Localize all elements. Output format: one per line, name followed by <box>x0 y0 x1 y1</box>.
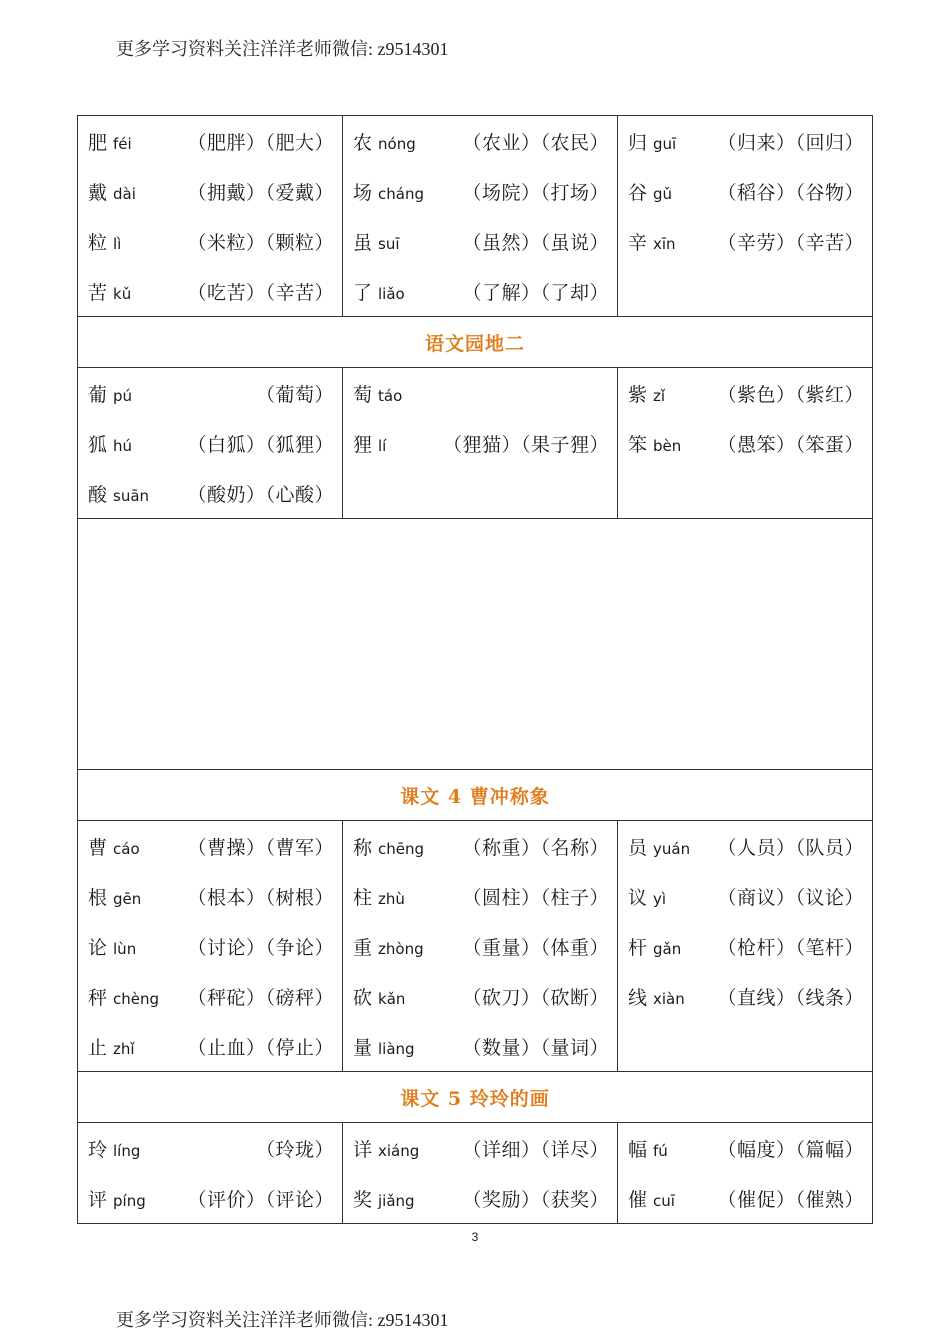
vocab-row <box>78 821 872 1072</box>
vocab-entry <box>88 368 334 418</box>
pinyin: hú <box>113 436 133 455</box>
vocab-entry <box>628 821 864 871</box>
vocab-entry <box>88 921 334 971</box>
char-with-pinyin <box>88 228 121 255</box>
char-with-pinyin <box>353 1135 419 1162</box>
page-number: 3 <box>471 1230 479 1244</box>
word-examples: （止血）（停止） <box>187 1036 334 1059</box>
vocab-cell <box>78 368 343 518</box>
vocab-entry <box>353 116 609 166</box>
pinyin: táo <box>378 386 403 405</box>
char-with-pinyin <box>88 933 136 960</box>
blank-row <box>78 519 872 770</box>
vocab-entry <box>353 821 609 871</box>
vocab-entry <box>628 368 864 418</box>
char-with-pinyin <box>88 1033 135 1060</box>
vocab-entry <box>353 216 609 266</box>
word-examples: （辛劳）（辛苦） <box>717 231 864 254</box>
word-examples: （评价）（评论） <box>187 1188 334 1211</box>
hanzi-char: 酸 <box>88 483 108 506</box>
char-with-pinyin <box>88 380 132 407</box>
hanzi-char: 详 <box>353 1138 373 1161</box>
pinyin: liǎo <box>378 284 405 303</box>
char-with-pinyin <box>353 933 424 960</box>
char-with-pinyin <box>88 1135 140 1162</box>
vocab-entry <box>628 871 864 921</box>
word-examples: （详细）（详尽） <box>462 1138 609 1161</box>
char-with-pinyin <box>628 983 685 1010</box>
word-examples: （归来）（回归） <box>717 131 864 154</box>
pinyin: gǔ <box>653 184 673 203</box>
word-examples: （曹操）（曹军） <box>187 836 334 859</box>
char-with-pinyin <box>88 833 140 860</box>
pinyin: gǎn <box>653 939 682 958</box>
char-with-pinyin <box>353 128 416 155</box>
word-examples: （拥戴）（爱戴） <box>187 181 334 204</box>
char-with-pinyin <box>88 278 131 305</box>
word-examples: （了解）（了却） <box>462 281 609 304</box>
hanzi-char: 柱 <box>353 886 373 909</box>
word-examples: （稻谷）（谷物） <box>717 181 864 204</box>
vocab-entry <box>88 821 334 871</box>
char-with-pinyin <box>628 178 672 205</box>
page-header-text: 更多学习资料关注洋洋老师微信: z9514301 <box>116 39 449 59</box>
vocab-entry <box>88 418 334 468</box>
vocab-entry <box>353 1021 609 1071</box>
vocab-entry <box>353 871 609 921</box>
word-examples: （吃苦）（辛苦） <box>187 281 334 304</box>
vocab-table <box>77 115 873 1224</box>
hanzi-char: 催 <box>628 1188 648 1211</box>
hanzi-char: 线 <box>628 986 648 1009</box>
vocab-entry <box>353 1123 609 1173</box>
vocab-entry <box>353 418 609 468</box>
hanzi-char: 肥 <box>88 131 108 154</box>
pinyin: xiáng <box>378 1141 420 1160</box>
pinyin: zhù <box>378 889 405 908</box>
word-examples: （直线）（线条） <box>717 986 864 1009</box>
hanzi-char: 粒 <box>88 231 108 254</box>
pinyin: xiàn <box>653 989 685 1008</box>
hanzi-char: 葡 <box>88 383 108 406</box>
char-with-pinyin <box>353 430 386 457</box>
char-with-pinyin <box>628 228 676 255</box>
hanzi-char: 论 <box>88 936 108 959</box>
char-with-pinyin <box>353 1033 415 1060</box>
vocab-entry <box>88 266 334 316</box>
vocab-cell <box>343 821 618 1071</box>
word-examples: （紫色）（紫红） <box>717 383 864 406</box>
word-examples: （肥胖）（肥大） <box>187 131 334 154</box>
hanzi-char: 幅 <box>628 1138 648 1161</box>
char-with-pinyin <box>628 128 676 155</box>
vocab-entry <box>628 921 864 971</box>
word-examples: （砍刀）（砍断） <box>462 986 609 1009</box>
hanzi-char: 止 <box>88 1036 108 1059</box>
pinyin: xīn <box>653 234 676 253</box>
vocab-entry <box>628 418 864 468</box>
hanzi-char: 砍 <box>353 986 373 1009</box>
vocab-entry <box>353 368 609 418</box>
word-examples: （根本）（树根） <box>187 886 334 909</box>
vocab-cell <box>78 1123 343 1223</box>
hanzi-char: 谷 <box>628 181 648 204</box>
hanzi-char: 戴 <box>88 181 108 204</box>
pinyin: lùn <box>113 939 137 958</box>
section-title-row <box>78 317 872 368</box>
section-title: 语文园地二 <box>424 332 525 355</box>
word-examples: （场院）（打场） <box>462 181 609 204</box>
word-examples: （圆柱）（柱子） <box>462 886 609 909</box>
char-with-pinyin <box>353 983 405 1010</box>
blank-area <box>78 519 872 769</box>
vocab-cell <box>618 1123 872 1223</box>
vocab-cell <box>618 821 872 1071</box>
page-footer-text: 更多学习资料关注洋洋老师微信: z9514301 <box>116 1310 449 1330</box>
hanzi-char: 苦 <box>88 281 108 304</box>
pinyin: cháng <box>378 184 424 203</box>
pinyin: lí <box>378 436 387 455</box>
char-with-pinyin <box>88 1185 146 1212</box>
vocab-cell <box>618 368 872 518</box>
vocab-cell <box>78 821 343 1071</box>
vocab-entry <box>353 971 609 1021</box>
char-with-pinyin <box>628 883 666 910</box>
section-title-row <box>78 1072 872 1123</box>
vocab-entry <box>88 216 334 266</box>
char-with-pinyin <box>88 983 159 1010</box>
hanzi-char: 称 <box>353 836 373 859</box>
pinyin: pú <box>113 386 133 405</box>
vocab-entry <box>88 971 334 1021</box>
hanzi-char: 农 <box>353 131 373 154</box>
vocab-entry <box>88 468 334 518</box>
char-with-pinyin <box>628 1185 675 1212</box>
word-examples: （枪杆）（笔杆） <box>717 936 864 959</box>
char-with-pinyin <box>353 228 400 255</box>
pinyin: cuī <box>653 1191 675 1210</box>
vocab-row <box>78 368 872 519</box>
char-with-pinyin <box>353 278 405 305</box>
vocab-entry <box>628 166 864 216</box>
pinyin: fú <box>653 1141 668 1160</box>
vocab-entry <box>628 1123 864 1173</box>
word-examples: （秤砣）（磅秤） <box>187 986 334 1009</box>
char-with-pinyin <box>628 933 681 960</box>
word-examples: （酸奶）（心酸） <box>187 483 334 506</box>
word-examples: （催促）（催熟） <box>717 1188 864 1211</box>
word-examples: （称重）（名称） <box>462 836 609 859</box>
hanzi-char: 了 <box>353 281 373 304</box>
char-with-pinyin <box>88 883 141 910</box>
word-examples: （奖励）（获奖） <box>462 1188 609 1211</box>
pinyin: kǔ <box>113 284 132 303</box>
pinyin: yì <box>653 889 667 908</box>
hanzi-char: 量 <box>353 1036 373 1059</box>
word-examples: （愚笨）（笨蛋） <box>717 433 864 456</box>
hanzi-char: 虽 <box>353 231 373 254</box>
hanzi-char: 重 <box>353 936 373 959</box>
pinyin: bèn <box>653 436 682 455</box>
vocab-entry <box>88 166 334 216</box>
vocab-entry <box>88 1173 334 1223</box>
vocab-entry <box>628 216 864 266</box>
word-examples: （商议）（议论） <box>717 886 864 909</box>
pinyin: cáo <box>113 839 140 858</box>
word-examples: （人员）（队员） <box>717 836 864 859</box>
pinyin: lì <box>113 234 122 253</box>
hanzi-char: 归 <box>628 131 648 154</box>
vocab-row <box>78 1123 872 1223</box>
pinyin: chēng <box>378 839 425 858</box>
hanzi-char: 辛 <box>628 231 648 254</box>
pinyin: gēn <box>113 889 142 908</box>
hanzi-char: 议 <box>628 886 648 909</box>
pinyin: zǐ <box>653 386 666 405</box>
word-examples: （葡萄） <box>255 383 334 406</box>
pinyin: guī <box>653 134 677 153</box>
word-examples: （农业）（农民） <box>462 131 609 154</box>
word-examples: （重量）（体重） <box>462 936 609 959</box>
char-with-pinyin <box>353 380 402 407</box>
vocab-entry <box>628 1173 864 1223</box>
pinyin: chèng <box>113 989 160 1008</box>
hanzi-char: 奖 <box>353 1188 373 1211</box>
pinyin: zhòng <box>378 939 424 958</box>
pinyin: kǎn <box>378 989 406 1008</box>
hanzi-char: 曹 <box>88 836 108 859</box>
word-examples: （虽然）（虽说） <box>462 231 609 254</box>
hanzi-char: 根 <box>88 886 108 909</box>
char-with-pinyin <box>88 128 132 155</box>
section-title: 课文 4 曹冲称象 <box>400 785 550 808</box>
section-title: 课文 5 玲玲的画 <box>400 1087 550 1110</box>
vocab-cell <box>343 116 618 316</box>
word-examples: （玲珑） <box>255 1138 334 1161</box>
section-title-row <box>78 770 872 821</box>
hanzi-char: 萄 <box>353 383 373 406</box>
vocab-entry <box>353 1173 609 1223</box>
word-examples: （白狐）（狐狸） <box>187 433 334 456</box>
pinyin: zhǐ <box>113 1039 135 1058</box>
pinyin: píng <box>113 1191 146 1210</box>
char-with-pinyin <box>88 480 149 507</box>
char-with-pinyin <box>628 430 681 457</box>
hanzi-char: 评 <box>88 1188 108 1211</box>
hanzi-char: 紫 <box>628 383 648 406</box>
hanzi-char: 笨 <box>628 433 648 456</box>
vocab-entry <box>88 871 334 921</box>
word-examples: （米粒）（颗粒） <box>187 231 334 254</box>
hanzi-char: 秤 <box>88 986 108 1009</box>
vocab-entry <box>88 1123 334 1173</box>
hanzi-char: 杆 <box>628 936 648 959</box>
vocab-entry <box>353 166 609 216</box>
pinyin: yuán <box>653 839 691 858</box>
pinyin: suī <box>378 234 400 253</box>
word-examples: （幅度）（篇幅） <box>717 1138 864 1161</box>
char-with-pinyin <box>628 1135 668 1162</box>
pinyin: suān <box>113 486 150 505</box>
char-with-pinyin <box>353 883 405 910</box>
char-with-pinyin <box>353 178 424 205</box>
vocab-cell <box>78 116 343 316</box>
char-with-pinyin <box>628 833 690 860</box>
pinyin: dài <box>113 184 136 203</box>
hanzi-char: 场 <box>353 181 373 204</box>
word-examples: （讨论）（争论） <box>187 936 334 959</box>
vocab-row <box>78 116 872 317</box>
pinyin: nóng <box>378 134 416 153</box>
char-with-pinyin <box>88 430 132 457</box>
hanzi-char: 狐 <box>88 433 108 456</box>
hanzi-char: 玲 <box>88 1138 108 1161</box>
vocab-cell <box>343 368 618 518</box>
vocab-entry <box>353 921 609 971</box>
char-with-pinyin <box>628 380 665 407</box>
pinyin: féi <box>113 134 132 153</box>
word-examples: （数量）（量词） <box>462 1036 609 1059</box>
vocab-entry <box>88 116 334 166</box>
vocab-cell <box>343 1123 618 1223</box>
vocab-entry <box>88 1021 334 1071</box>
pinyin: liàng <box>378 1039 415 1058</box>
hanzi-char: 狸 <box>353 433 373 456</box>
hanzi-char: 员 <box>628 836 648 859</box>
char-with-pinyin <box>353 833 424 860</box>
pinyin: líng <box>113 1141 141 1160</box>
vocab-entry <box>353 266 609 316</box>
pinyin: jiǎng <box>378 1191 415 1210</box>
word-examples: （狸猫）（果子狸） <box>442 433 609 456</box>
vocab-entry <box>628 116 864 166</box>
vocab-entry <box>628 971 864 1021</box>
char-with-pinyin <box>88 178 136 205</box>
vocab-cell <box>618 116 872 316</box>
char-with-pinyin <box>353 1185 415 1212</box>
